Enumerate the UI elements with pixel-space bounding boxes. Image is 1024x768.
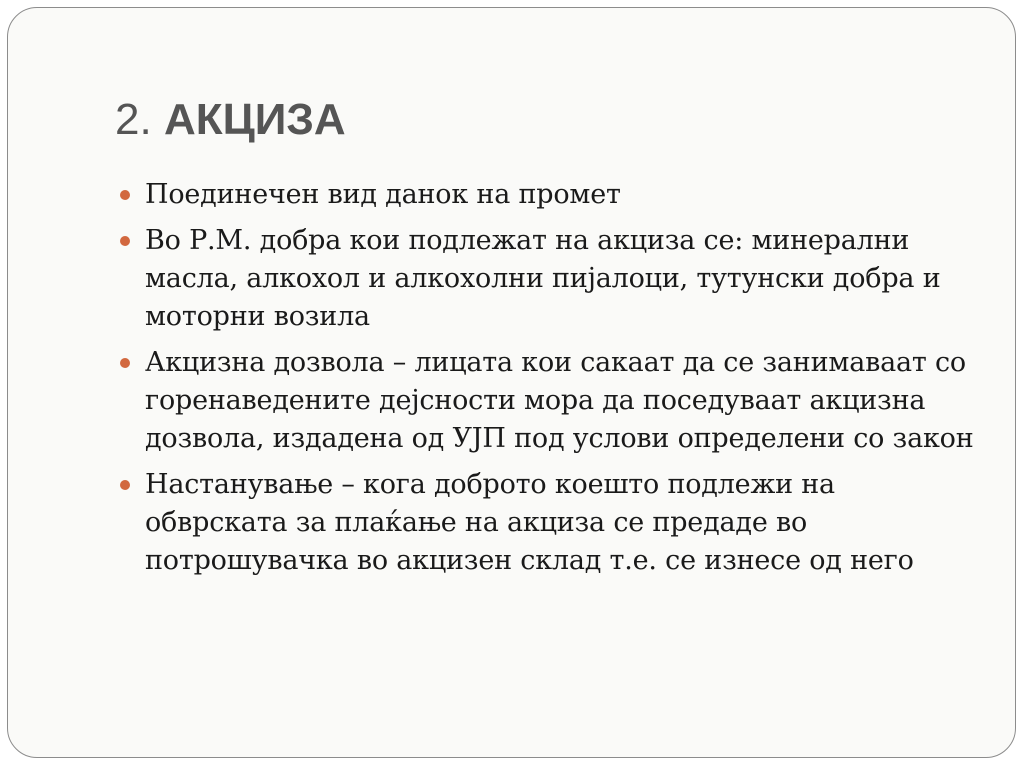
bullet-item [145,466,980,580]
title-text: АКЦИЗА [163,95,346,144]
slide-frame [7,7,1016,758]
bullet-text: Настанување – кога доброто коешто подлежи на обврската за плаќање на акциза се предаде во потрошувачка во акцизен склад т.е. се изнесе од него [145,469,914,576]
bullet-dot-icon [120,358,130,368]
bullet-dot-icon [120,236,130,246]
bullet-text: Акцизна дозвола – лицата кои сакаат да се занимаваат со горенаведените дејсности мора да поседуваат акцизна дозвола, издадена од УЈП под услови определени со закон [145,347,974,454]
bullet-item [145,176,980,214]
bullet-dot-icon [120,480,130,490]
bullet-text: Поединечен вид данок на промет [145,179,621,210]
title-number: 2. [115,95,152,144]
bullet-item [145,222,980,336]
bullet-text: Во Р.М. добра кои подлежат на акциза се: минерални масла, алкохол и алкохолни пијалоци, тутунски добра и моторни возила [145,225,941,332]
slide-title [115,94,346,147]
bullet-item [145,344,980,458]
bullet-dot-icon [120,190,130,200]
bullet-list [145,176,980,588]
